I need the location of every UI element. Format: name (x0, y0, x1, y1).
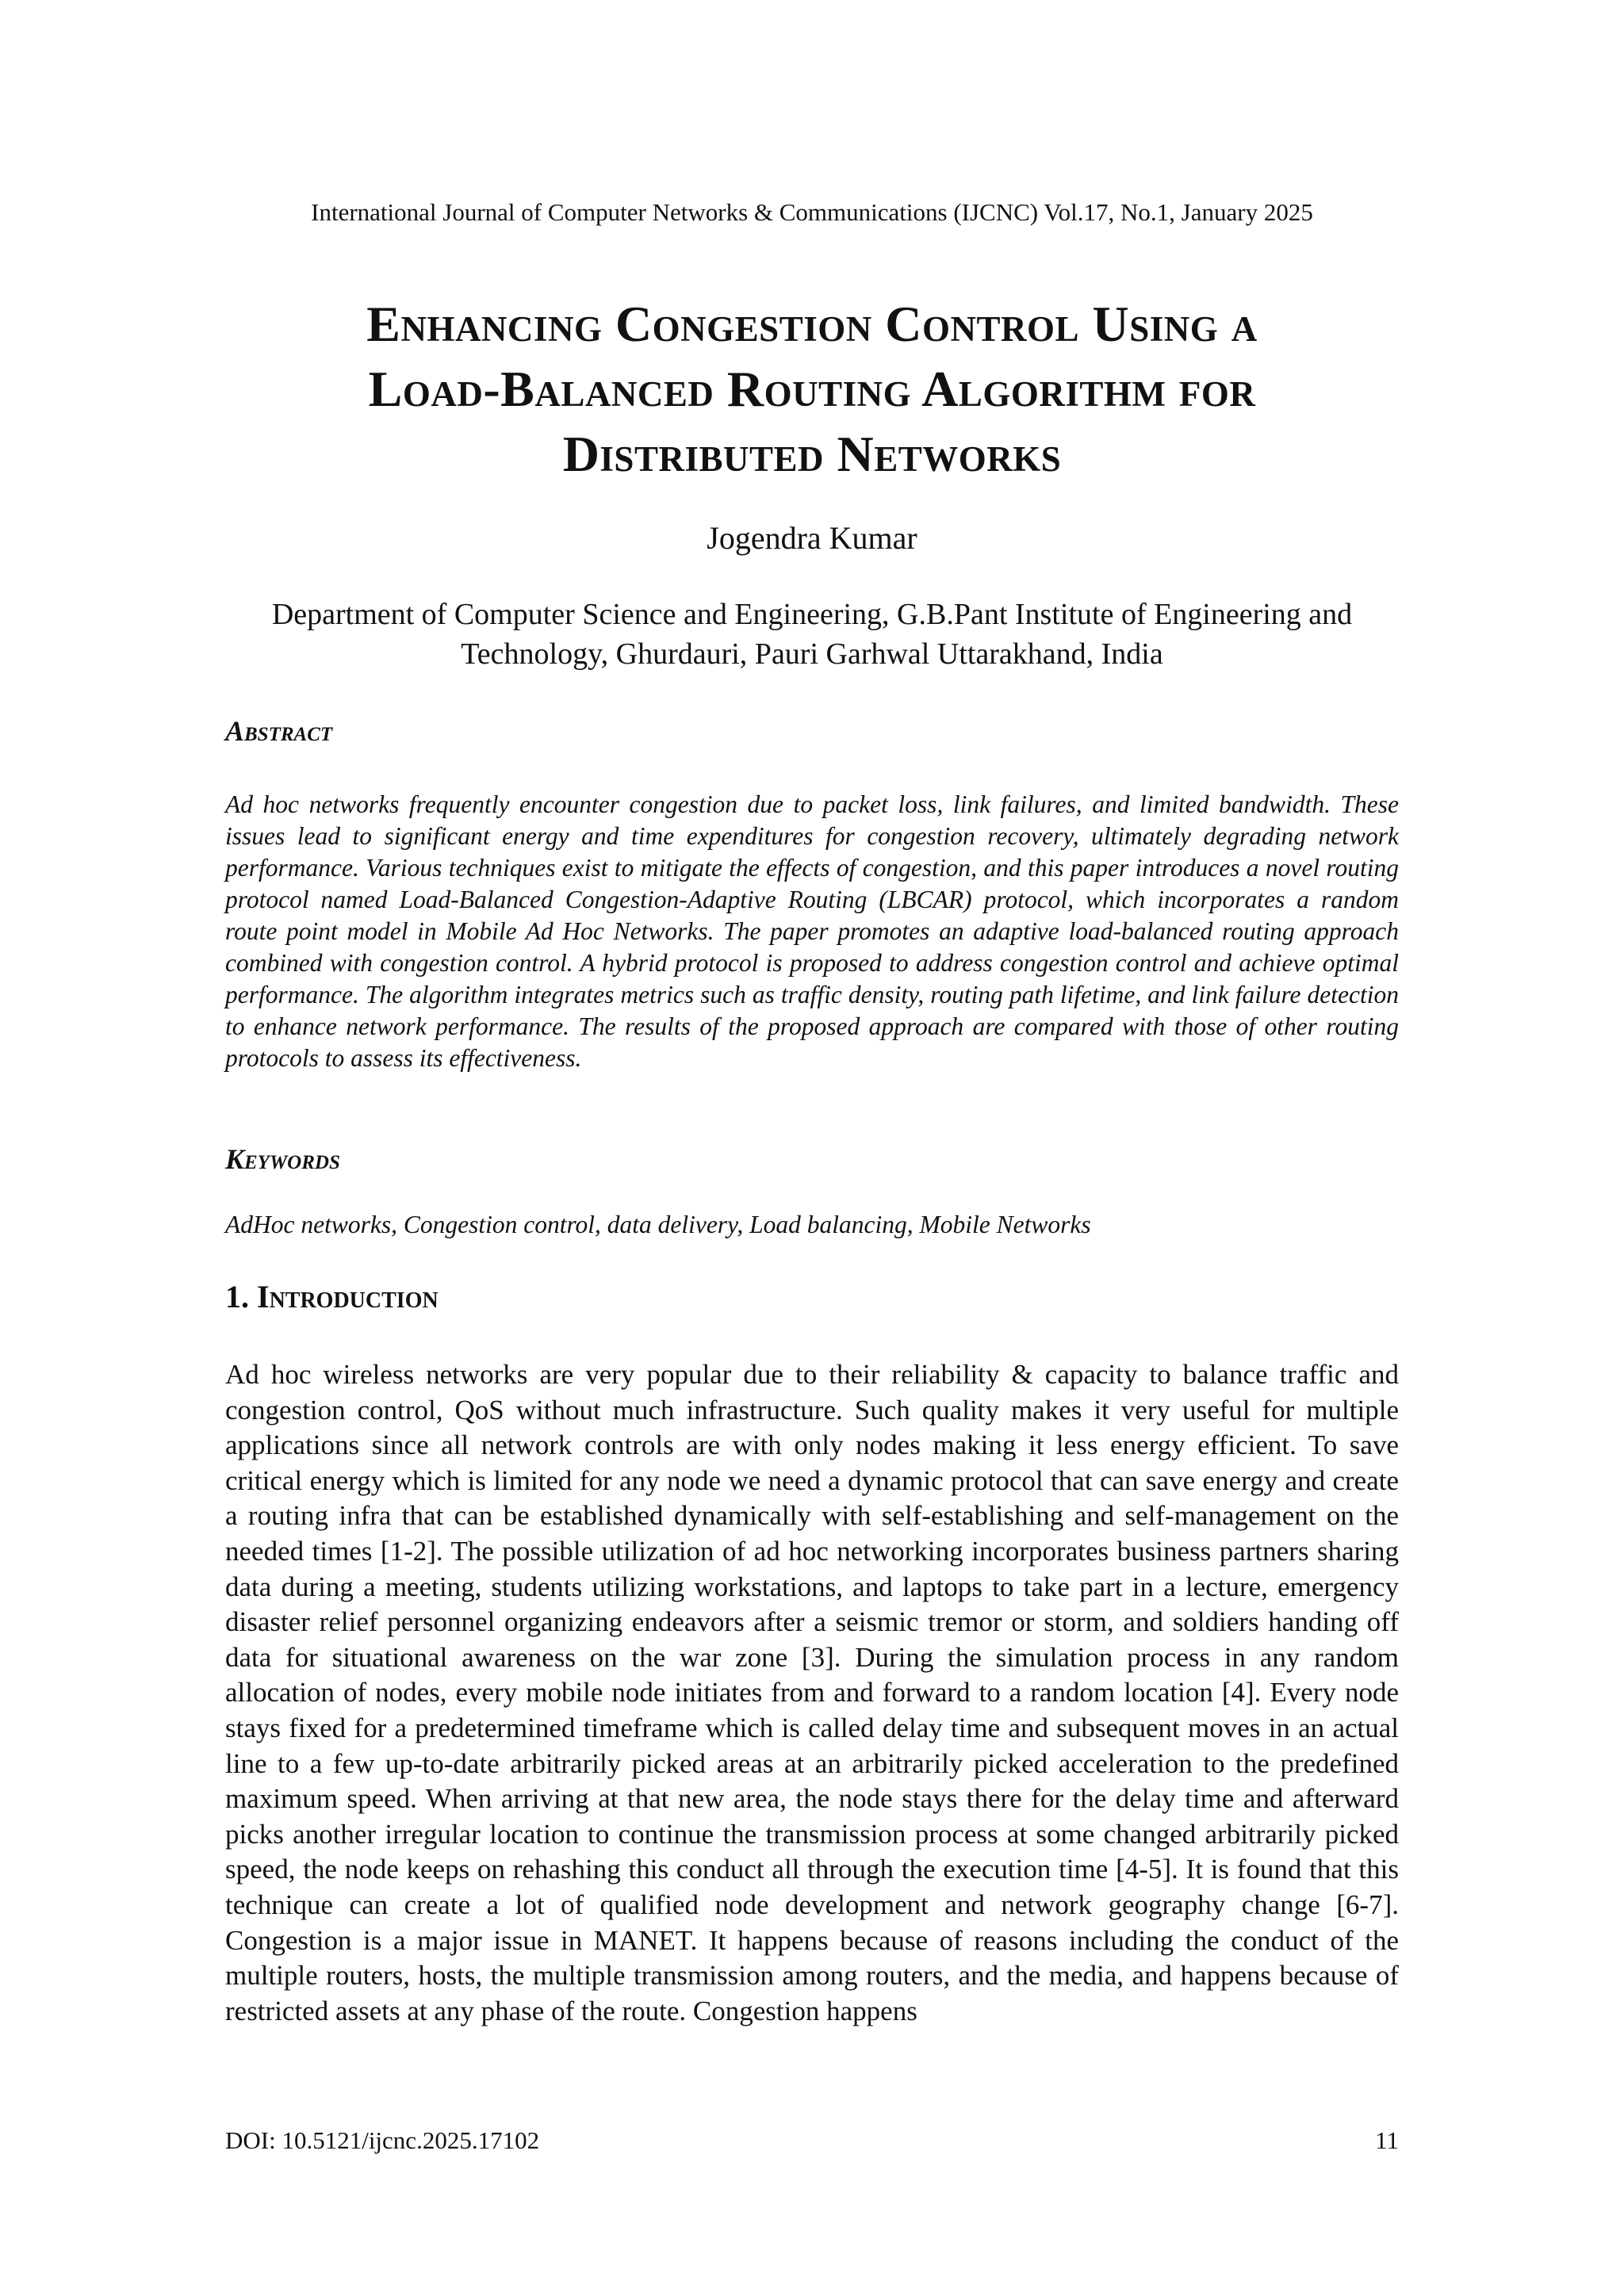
keywords-heading: Keywords (225, 1143, 340, 1175)
paper-title (198, 292, 1426, 487)
keywords-text: AdHoc networks, Congestion control, data delivery, Load balancing, Mobile Networks (225, 1211, 1091, 1238)
affiliation-line-1: Department of Computer Science and Engineering, G.B.Pant Institute of Engineering and (271, 598, 1353, 631)
page-number: 11 (1375, 2126, 1399, 2154)
title-line-1: Enhancing Congestion Control Using a (366, 296, 1258, 352)
title-line-3: Distributed Networks (562, 426, 1062, 482)
abstract-text: Ad hoc networks frequently encounter congestion due to packet loss, link failures, and limited bandwidth. These issues lead to significant energy and time expenditures for congestion recovery, ultimately degrading network performance. Various techniques exist to mitigate the effects of congestion, and this paper introduces a novel routing protocol named Load-Balanced Congestion-Adaptive Routing (LBCAR) protocol, which incorporates a random route point model in Mobile Ad Hoc Networks. The paper promotes an adaptive load-balanced routing approach combined with congestion control. A hybrid protocol is proposed to address congestion control and achieve optimal performance. The algorithm integrates metrics such as traffic density, routing path lifetime, and link failure detection to enhance network performance. The results of the proposed approach are compared with those of other routing protocols to assess its effectiveness. (225, 790, 1399, 1072)
introduction-heading: 1. Introduction (225, 1279, 439, 1314)
author-affiliation (182, 595, 1442, 674)
abstract-heading: Abstract (225, 715, 333, 747)
running-header: International Journal of Computer Networks & Communications (IJCNC) Vol.17, No.1, January 2025 (311, 198, 1313, 226)
affiliation-line-2: Technology, Ghurdauri, Pauri Garhwal Uttarakhand, India (461, 637, 1163, 671)
title-line-2: Load-Balanced Routing Algorithm for (368, 361, 1256, 417)
introduction-text: Ad hoc wireless networks are very popular due to their reliability & capacity to balance traffic and congestion control, QoS without much infrastructure. Such quality makes it very useful for multiple applications since all network controls are with only nodes making it less energy efficient. To save critical energy which is limited for any node we need a dynamic protocol that can save energy and create a routing infra that can be established dynamically with self-establishing and self-management on the needed times [1-2]. The possible utilization of ad hoc networking incorporates business partners sharing data during a meeting, students utilizing workstations, and laptops to take part in a lecture, emergency disaster relief personnel organizing endeavors after a seismic tremor or storm, and soldiers handing off data for situational awareness on the war zone [3]. During the simulation process in any random allocation of nodes, every mobile node initiates from and forward to a random location [4]. Every node stays fixed for a predetermined timeframe which is called delay time and subsequent moves in an actual line to a few up-to-date arbitrarily picked areas at an arbitrarily picked acceleration to the predefined maximum speed. When arriving at that new area, the node stays there for the delay time and afterward picks another irregular location to continue the transmission process at some changed arbitrarily picked speed, the node keeps on rehashing this conduct all through the execution time [4-5]. It is found that this technique can create a lot of qualified node development and network geography change [6-7]. Congestion is a major issue in MANET. It happens because of reasons including the conduct of the multiple routers, hosts, the multiple transmission among routers, and the media, and happens because of restricted assets at any phase of the route. Congestion happens (225, 1359, 1399, 2026)
footer-doi: DOI: 10.5121/ijcnc.2025.17102 (225, 2126, 540, 2154)
author-name: Jogendra Kumar (707, 520, 917, 556)
